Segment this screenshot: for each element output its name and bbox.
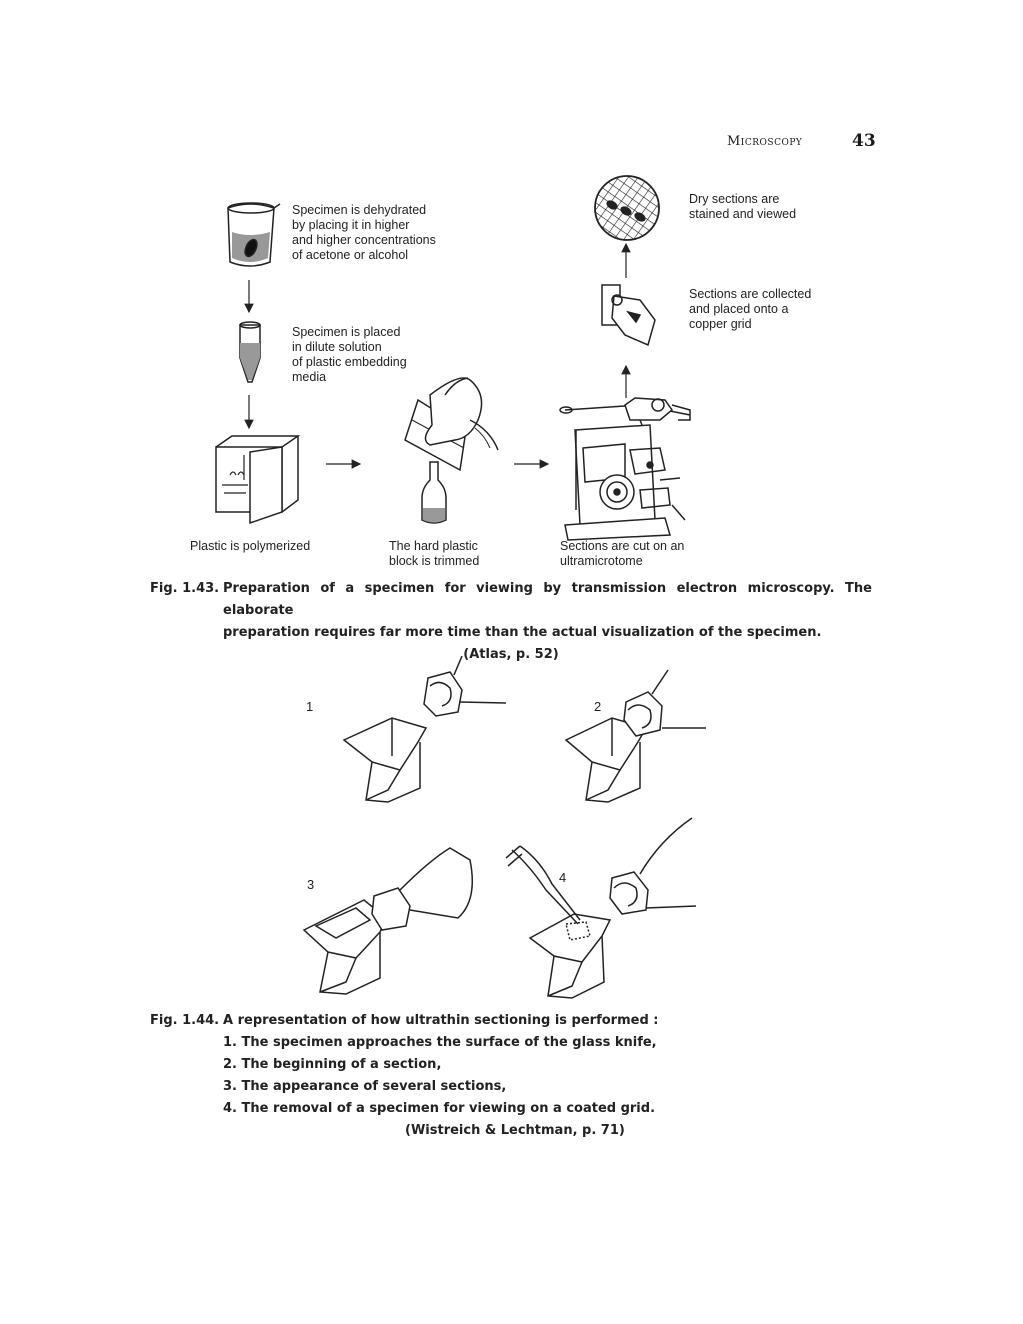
label-polymerize: Plastic is polymerized [190, 539, 311, 553]
panel-2-drawing [566, 670, 706, 802]
figure-1-43-caption: Fig. 1.43. Preparation of a specimen for viewing by transmission electron microscopy. The elaborate preparation requires far more time than the actual visualization of the specimen. (Atlas, p. 52) [150, 578, 872, 666]
label-embed: Specimen is placed in dilute solution of plastic embedding media [292, 325, 407, 384]
running-header-title: Microscopy [727, 134, 803, 149]
figure-1-44-source: (Wistreich & Lechtman, p. 71) [405, 1123, 625, 1138]
panel-1-drawing [344, 656, 506, 802]
label-stain: Dry sections are stained and viewed [689, 192, 797, 221]
caption-item-1: 1. The specimen approaches the surface of the glass knife, [223, 1035, 657, 1050]
caption-item-4: 4. The removal of a specimen for viewing on a coated grid. [223, 1101, 656, 1116]
page-number: 43 [852, 131, 876, 151]
caption-item-2: 2. The beginning of a section, [223, 1057, 442, 1072]
panel-number-2: 2 [594, 699, 602, 714]
figure-1-44-caption: Fig. 1.44. A representation of how ultrathin sectioning is performed : 1. The specimen approaches the surface of the glass knife, 2. The beginning of a section, 3. The appearance of several sections, 4. The removal of a specimen for viewing on a coated grid. (Wistreich & Lechtman, p. 71) [150, 1010, 872, 1142]
panel-3-drawing [304, 848, 472, 994]
caption-item-3: 3. The appearance of several sections, [223, 1079, 507, 1094]
figure-1-43-source: (Atlas, p. 52) [463, 647, 559, 662]
figure-1-44-label: Fig. 1.44. [150, 1013, 220, 1028]
panel-number-3: 3 [307, 877, 315, 892]
label-cut: Sections are cut on an ultramicrotome [560, 539, 685, 568]
panel-number-4: 4 [559, 870, 567, 885]
label-trim: The hard plastic block is trimmed [389, 539, 480, 568]
label-collect: Sections are collected and placed onto a copper grid [689, 287, 812, 331]
figure-1-43-label: Fig. 1.43. [150, 581, 220, 596]
panel-number-1: 1 [306, 699, 314, 714]
panel-4-drawing [506, 818, 696, 998]
label-dehydrate: Specimen is dehydrated by placing it in higher and higher concentrations of acetone or alcohol [292, 203, 436, 262]
